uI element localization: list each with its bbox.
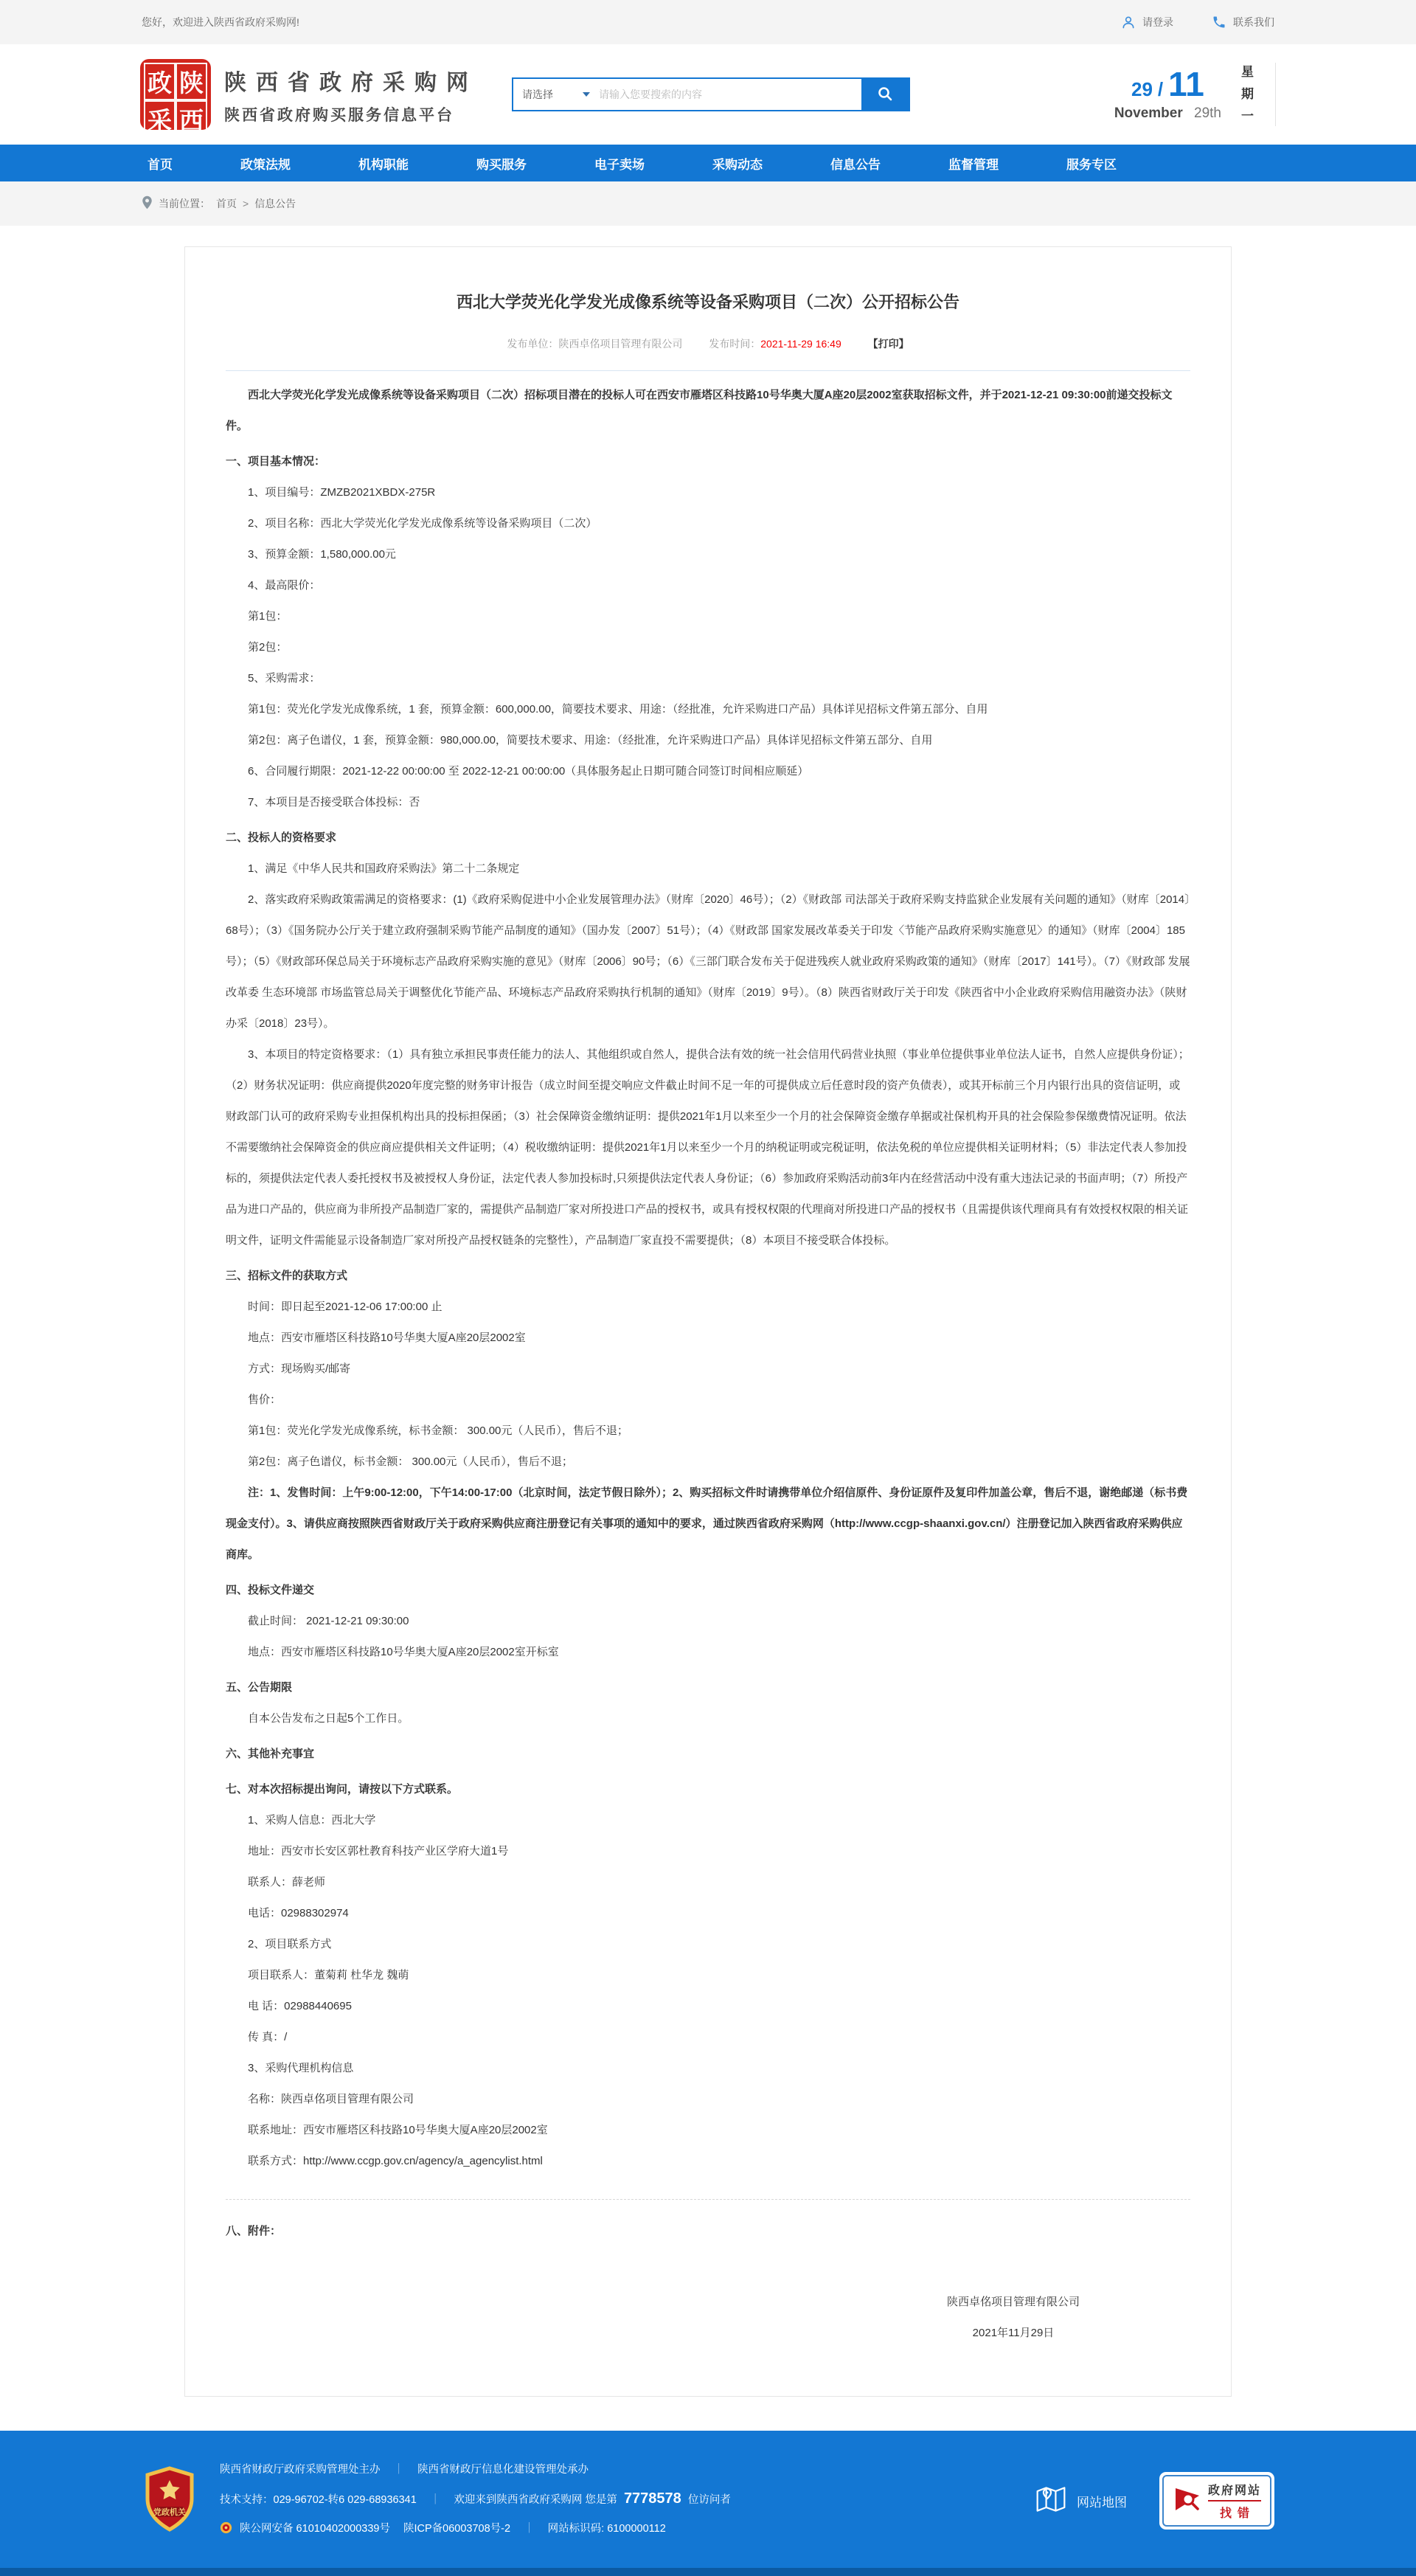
footer-icp[interactable]: 陕ICP备06003708号-2 — [403, 2523, 511, 2535]
article-paragraph: 2、项目联系方式 — [248, 1938, 332, 1950]
contact-link[interactable] — [1212, 15, 1274, 30]
welcome-text: 您好，欢迎进入陕西省政府采购网! — [142, 16, 299, 28]
location-pin-icon — [142, 195, 153, 212]
section-heading: 六、其他补充事宜 — [226, 1748, 315, 1760]
article-paragraph: 7、本项目是否接受联合体投标：否 — [248, 796, 420, 809]
logo-char: 政 — [144, 63, 176, 100]
top-bar — [0, 0, 1416, 44]
publisher-label: 发布单位： — [507, 338, 559, 350]
site-name: 陕西省政府采购网 — [224, 70, 478, 95]
article-paragraph: 6、合同履行期限：2021-12-22 00:00:00 至 2022-12-21 00:00:00（具体服务起止日期可随合同签订时间相应顺延） — [248, 765, 809, 778]
search-input[interactable] — [599, 79, 861, 110]
date-month: 11 — [1168, 65, 1204, 103]
main-nav — [0, 145, 1416, 181]
bottom-strip — [0, 2568, 1416, 2576]
search-bar — [512, 77, 910, 111]
nav-item-3[interactable]: 机构职能 — [358, 157, 409, 172]
article-paragraph: 第2包： — [248, 641, 288, 654]
nav-item-7[interactable]: 信息公告 — [830, 157, 881, 172]
visitor-count: 7778578 — [623, 2490, 681, 2507]
top-bar-links — [1121, 15, 1274, 30]
logo-char: 西 — [176, 100, 207, 138]
article-paragraph: 方式：现场购买/邮寄 — [248, 1363, 351, 1375]
article-paragraph: 1、项目编号：ZMZB2021XBDX-275R — [248, 486, 436, 499]
date-day: 29 — [1131, 78, 1153, 100]
nav-item-4[interactable]: 购买服务 — [476, 157, 527, 172]
footer-security-record[interactable]: 陕公网安备 61010402000339号 — [240, 2523, 390, 2535]
publisher-value: 陕西卓佲项目管理有限公司 — [558, 338, 683, 350]
article-paragraph: 售价： — [248, 1393, 282, 1406]
article-paragraph: 3、本项目的特定资格要求：（1）具有独立承担民事责任能力的法人、其他组织或自然人，提供合法有效的统一社会信用代码营业执照（事业单位提供事业单位法人证书，自然人应提供身份证）；（2）财务状况证明：供应商提供2020年度完整的财务审计报告（成立时间至提交响应文件截止时间不足一年的可提供成立后任意时段的资产负债表），或其开标前三个月内银行出具的资信证明，或财政部门认可的政府采购专业担保机构出具的投标担保函；（3）社会保障资金缴纳证明：提供2021年1月以来至少一个月的社会保障资金缴存单据或社保机构开具的社会保险参保缴费情况证明。依法不需要缴纳社会保障资金的供应商应提供相关文件证明；（4）税收缴纳证明：提供2021年1月以来至少一个月的纳税证明或完税证明，依法免税的单位应提供相关证明材料；（5）非法定代表人参加投标的，须提供法定代表人委托授权书及被授权人身份证，法定代表人参加投标时,只须提供法定代表人身份证；（6）参加政府采购活动前3年内在经营活动中没有重大违法记录的书面声明；（7）所投产品为进口产品的，供应商为非所投产品制造厂家的，需提供产品制造厂家对所投进口产品的授权书，或具有授权权限的代理商对所投进口产品的授权书（且需提供该代理商具有有效授权权限的相关证明文件，证明文件需能显示设备制造厂家对所投产品授权链条的完整性），产品制造厂家直投不需要提供；（8）本项目不接受联合体投标。 — [226, 1048, 1190, 1247]
chevron-down-icon — [583, 92, 590, 97]
site-header — [0, 44, 1416, 145]
article-intro: 西北大学荧光化学发光成像系统等设备采购项目（二次）招标项目潜在的投标人可在西安市雁塔区科技路10号华奥大厦A座20层2002室获取招标文件，并于2021-12-21 09:30:00前递交投标文件。 — [226, 389, 1173, 432]
search-category-select[interactable] — [513, 79, 599, 110]
article-paragraph: 传 真：/ — [248, 2031, 288, 2043]
nav-item-5[interactable]: 电子卖场 — [594, 157, 645, 172]
announcement-card — [184, 246, 1232, 2397]
nav-item-2[interactable]: 政策法规 — [240, 157, 291, 172]
emblem-text: 党政机关 — [153, 2507, 186, 2517]
login-link[interactable] — [1121, 15, 1173, 30]
footer-visitor-pre: 欢迎来到陕西省政府采购网 您是第 — [454, 2494, 617, 2506]
article-paragraph: 电话：02988302974 — [248, 1907, 349, 1919]
footer-text — [220, 2456, 731, 2546]
section-heading: 八、附件： — [226, 2225, 282, 2237]
section-heading: 七、对本次招标提出询问，请按以下方式联系。 — [226, 1783, 459, 1796]
section-heading: 五、公告期限 — [226, 1681, 293, 1694]
search-button[interactable] — [861, 79, 909, 110]
sitemap-link[interactable] — [1035, 2483, 1127, 2519]
article-paragraph: 第1包：荧光化学发光成像系统，标书金额： 300.00元（人民币），售后不退； — [248, 1424, 628, 1437]
error-badge-subtitle: 找错 — [1219, 2507, 1255, 2520]
contact-label: 联系我们 — [1233, 16, 1274, 28]
article-paragraph: 联系方式：http://www.ccgp.gov.cn/agency/a_agencylist.html — [248, 2155, 543, 2167]
footer-tech-support: 技术支持：029-96702-转6 029-68936341 — [220, 2494, 417, 2506]
user-icon — [1121, 15, 1136, 30]
signature-company: 陕西卓佲项目管理有限公司 — [946, 2296, 1080, 2308]
footer-site-id: 网站标识码: 6100000112 — [547, 2523, 666, 2535]
search-category-value: 请选择 — [522, 89, 553, 100]
article-paragraph: 注：1、发售时间：上午9:00-12:00，下午14:00-17:00（北京时间，法定节假日除外）；2、购买招标文件时请携带单位介绍信原件、身份证原件及复印件加盖公章，售后不退，谢绝邮递（标书费现金支付）。3、请供应商按照陕西省财政厅关于政府采购供应商注册登记有关事项的通知中的要求，通过陕西省政府采购网（http://www.ccgp-shaanxi.gov.cn/）注册登记加入陕西省政府采购供应商库。 — [226, 1486, 1188, 1561]
article-paragraph: 4、最高限价： — [248, 579, 321, 592]
article-body — [226, 380, 1190, 2247]
section-heading: 四、投标文件递交 — [226, 1584, 315, 1596]
date-widget — [1114, 61, 1276, 127]
date-weekday: 星期一 — [1241, 65, 1254, 123]
signature-block — [226, 2287, 1190, 2349]
article-paragraph: 地点：西安市雁塔区科技路10号华奥大厦A座20层2002室开标室 — [248, 1646, 559, 1658]
police-badge-icon — [220, 2525, 235, 2537]
breadcrumb-bar — [0, 181, 1416, 226]
phone-icon — [1212, 15, 1226, 30]
breadcrumb-home[interactable]: 首页 — [216, 198, 237, 210]
sitemap-label: 网站地图 — [1077, 2495, 1127, 2510]
find-error-flag-icon — [1173, 2485, 1202, 2518]
article-paragraph: 第2包：离子色谱仪，标书金额： 300.00元（人民币），售后不退； — [248, 1455, 573, 1468]
article-paragraph: 截止时间： 2021-12-21 09:30:00 — [248, 1615, 409, 1627]
article-paragraph: 3、预算金额：1,580,000.00元 — [248, 548, 396, 561]
logo-char: 采 — [144, 100, 176, 138]
article-paragraph: 地址：西安市长安区郭杜教育科技产业区学府大道1号 — [248, 1845, 509, 1857]
article-paragraph: 联系人：薛老师 — [248, 1876, 326, 1888]
article-meta — [226, 336, 1190, 351]
footer-co-organizer: 陕西省财政厅信息化建设管理处承办 — [417, 2464, 589, 2476]
footer-right — [1035, 2472, 1274, 2530]
print-button[interactable]: 【打印】 — [867, 338, 909, 350]
footer-organizer: 陕西省财政厅政府采购管理处主办 — [220, 2464, 381, 2476]
footer-line-1: 陕西省财政厅政府采购管理处主办 ｜ 陕西省财政厅信息化建设管理处承办 — [220, 2464, 589, 2476]
site-titles — [224, 64, 478, 125]
dotted-divider — [226, 2199, 1190, 2200]
site-subtitle: 陕西省政府购买服务信息平台 — [224, 106, 454, 124]
logo-char: 陕 — [176, 63, 207, 100]
error-badge-title: 政府网站 — [1208, 2481, 1261, 2501]
date-slash: / — [1157, 78, 1164, 100]
search-icon — [877, 86, 893, 104]
article-paragraph: 第1包：荧光化学发光成像系统，1 套，预算金额：600,000.00，简要技术要求、用途：（经批准，允许采购进口产品）具体详见招标文件第五部分、自用 — [248, 703, 988, 716]
breadcrumb-label: 当前位置： — [159, 198, 210, 210]
date-ordinal: 29th — [1194, 105, 1221, 121]
nav-item-1[interactable]: 首页 — [148, 157, 173, 172]
main-area — [0, 246, 1416, 2431]
section-heading: 二、投标人的资格要求 — [226, 831, 337, 844]
footer-line-3: 陕公网安备 61010402000339号 陕ICP备06003708号-2 ｜ 网站标识码: 6100000112 — [220, 2515, 731, 2546]
signature-date: 2021年11月29日 — [972, 2327, 1055, 2339]
title-divider — [226, 370, 1190, 371]
publish-time-value: 2021-11-29 16:49 — [760, 338, 841, 350]
nav-item-6[interactable]: 采购动态 — [712, 157, 763, 172]
article-paragraph: 1、采购人信息：西北大学 — [248, 1814, 376, 1827]
header-divider — [1275, 63, 1276, 126]
publish-time-label: 发布时间： — [709, 338, 761, 350]
article-paragraph: 3、采购代理机构信息 — [248, 2062, 354, 2074]
article-paragraph: 项目联系人：董菊莉 杜华龙 魏萌 — [248, 1969, 409, 1981]
article-paragraph: 5、采购需求： — [248, 672, 321, 685]
article-paragraph: 第2包：离子色谱仪，1 套，预算金额：980,000.00，简要技术要求、用途：（经批准，允许采购进口产品）具体详见招标文件第五部分、自用 — [248, 734, 933, 747]
site-footer — [0, 2431, 1416, 2568]
breadcrumb-current: 信息公告 — [254, 198, 296, 210]
footer-line-2: 技术支持：029-96702-转6 029-68936341 ｜ 欢迎来到陕西省政府采购网 您是第 7778578 位访问者 — [220, 2490, 731, 2507]
article-paragraph: 地点：西安市雁塔区科技路10号华奥大厦A座20层2002室 — [248, 1332, 526, 1344]
error-report-badge[interactable] — [1159, 2472, 1274, 2530]
article-paragraph: 2、落实政府采购政策需满足的资格要求：(1)《政府采购促进中小企业发展管理办法》（财库〔2020〕46号）；（2）《财政部 司法部关于政府采购支持监狱企业发展有关问题的通知》（财库〔2014〕68号）；（3）《国务院办公厅关于建立政府强制采购节能产品制度的通知》（国办发〔2007〕51号）；（4）《财政部 国家发展改革委关于印发〈节能产品政府采购实施意见〉的通知》（财库〔2004〕185号）；（5）《财政部环保总局关于环境标志产品政府采购实施的意见》（财库〔2006〕90号；（6）《三部门联合发布关于促进残疾人就业政府采购政策的通知》（财库〔2017〕141号）。（7）《财政部 发展改革委 生态环境部 市场监管总局关于调整优化节能产品、环境标志产品政府采购执行机制的通知》（财库〔2019〕9号）。（8）陕西省财政厅关于印发《陕西省中小企业政府采购信用融资办法》（陕财办采〔2018〕23号）。 — [226, 893, 1190, 1030]
login-label: 请登录 — [1142, 16, 1173, 28]
nav-item-8[interactable]: 监督管理 — [948, 157, 999, 172]
date-month-name: November — [1114, 105, 1183, 121]
page-title: 西北大学荧光化学发光成像系统等设备采购项目（二次）公开招标公告 — [456, 293, 959, 311]
main-nav-items — [125, 145, 1291, 181]
article-paragraph: 自本公告发布之日起5个工作日。 — [248, 1712, 409, 1725]
nav-item-9[interactable]: 服务专区 — [1066, 157, 1117, 172]
article-paragraph: 2、项目名称：西北大学荧光化学发光成像系统等设备采购项目（二次） — [248, 517, 597, 530]
error-badge-text — [1208, 2481, 1261, 2521]
site-logo[interactable] — [140, 59, 211, 134]
article-paragraph: 1、满足《中华人民共和国政府采购法》第二十二条规定 — [248, 862, 520, 875]
section-heading: 一、项目基本情况： — [226, 455, 326, 468]
article-paragraph: 名称：陕西卓佲项目管理有限公司 — [248, 2093, 414, 2105]
article-paragraph: 第1包： — [248, 610, 288, 623]
map-icon — [1035, 2483, 1067, 2519]
article-paragraph: 时间：即日起至2021-12-06 17:00:00 止 — [248, 1301, 442, 1313]
article-paragraph: 电 话：02988440695 — [248, 2000, 352, 2012]
breadcrumb-separator: > — [243, 198, 249, 210]
section-heading: 三、招标文件的获取方式 — [226, 1270, 348, 1282]
government-emblem-icon — [142, 2465, 198, 2537]
footer-visitor-post: 位访问者 — [687, 2494, 731, 2506]
article-paragraph: 联系地址：西安市雁塔区科技路10号华奥大厦A座20层2002室 — [248, 2124, 548, 2136]
